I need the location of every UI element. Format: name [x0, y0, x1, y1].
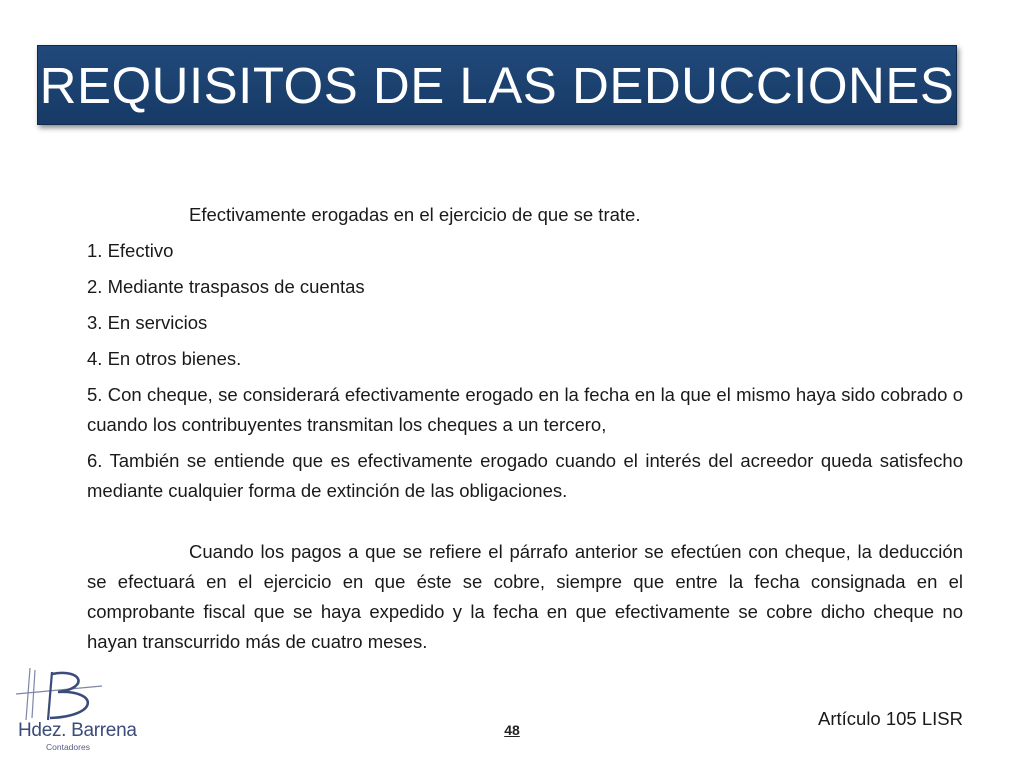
list-item: 2. Mediante traspasos de cuentas	[87, 276, 365, 297]
list-item: 6. También se entiende que es efectivamente erogado cuando el interés del acreedor queda satisfecho mediante cualquier forma de extinción de las obligaciones.	[87, 450, 963, 501]
closing-paragraph: Cuando los pagos a que se refiere el párrafo anterior se efectúen con cheque, la deducción se efectuará en el ejercicio en que éste se cobre, siempre que entre la fecha consignada en el comprobante fiscal que se haya expedido y la fecha en que efectivamente se cobre dicho cheque no hayan transcurrido más de cuatro meses.	[87, 541, 963, 652]
company-logo	[12, 664, 137, 764]
article-reference: Artículo 105 LISR	[818, 708, 963, 729]
slide-title: REQUISITOS DE LAS DEDUCCIONES	[39, 56, 955, 114]
title-banner	[37, 45, 957, 125]
hb-monogram-icon	[12, 664, 122, 724]
intro-line: Efectivamente erogadas en el ejercicio de que se trate.	[189, 204, 641, 225]
logo-name: Hdez. Barrena	[18, 720, 137, 741]
list-item: 1. Efectivo	[87, 240, 174, 261]
logo-subtitle: Contadores	[46, 742, 90, 752]
list-item: 4. En otros bienes.	[87, 348, 242, 369]
page-number: 48	[504, 722, 520, 738]
slide-body	[87, 200, 963, 657]
list-item: 3. En servicios	[87, 312, 208, 333]
list-item: 5. Con cheque, se considerará efectivamente erogado en la fecha en la que el mismo haya sido cobrado o cuando los contribuyentes transmitan los cheques a un tercero,	[87, 384, 963, 435]
